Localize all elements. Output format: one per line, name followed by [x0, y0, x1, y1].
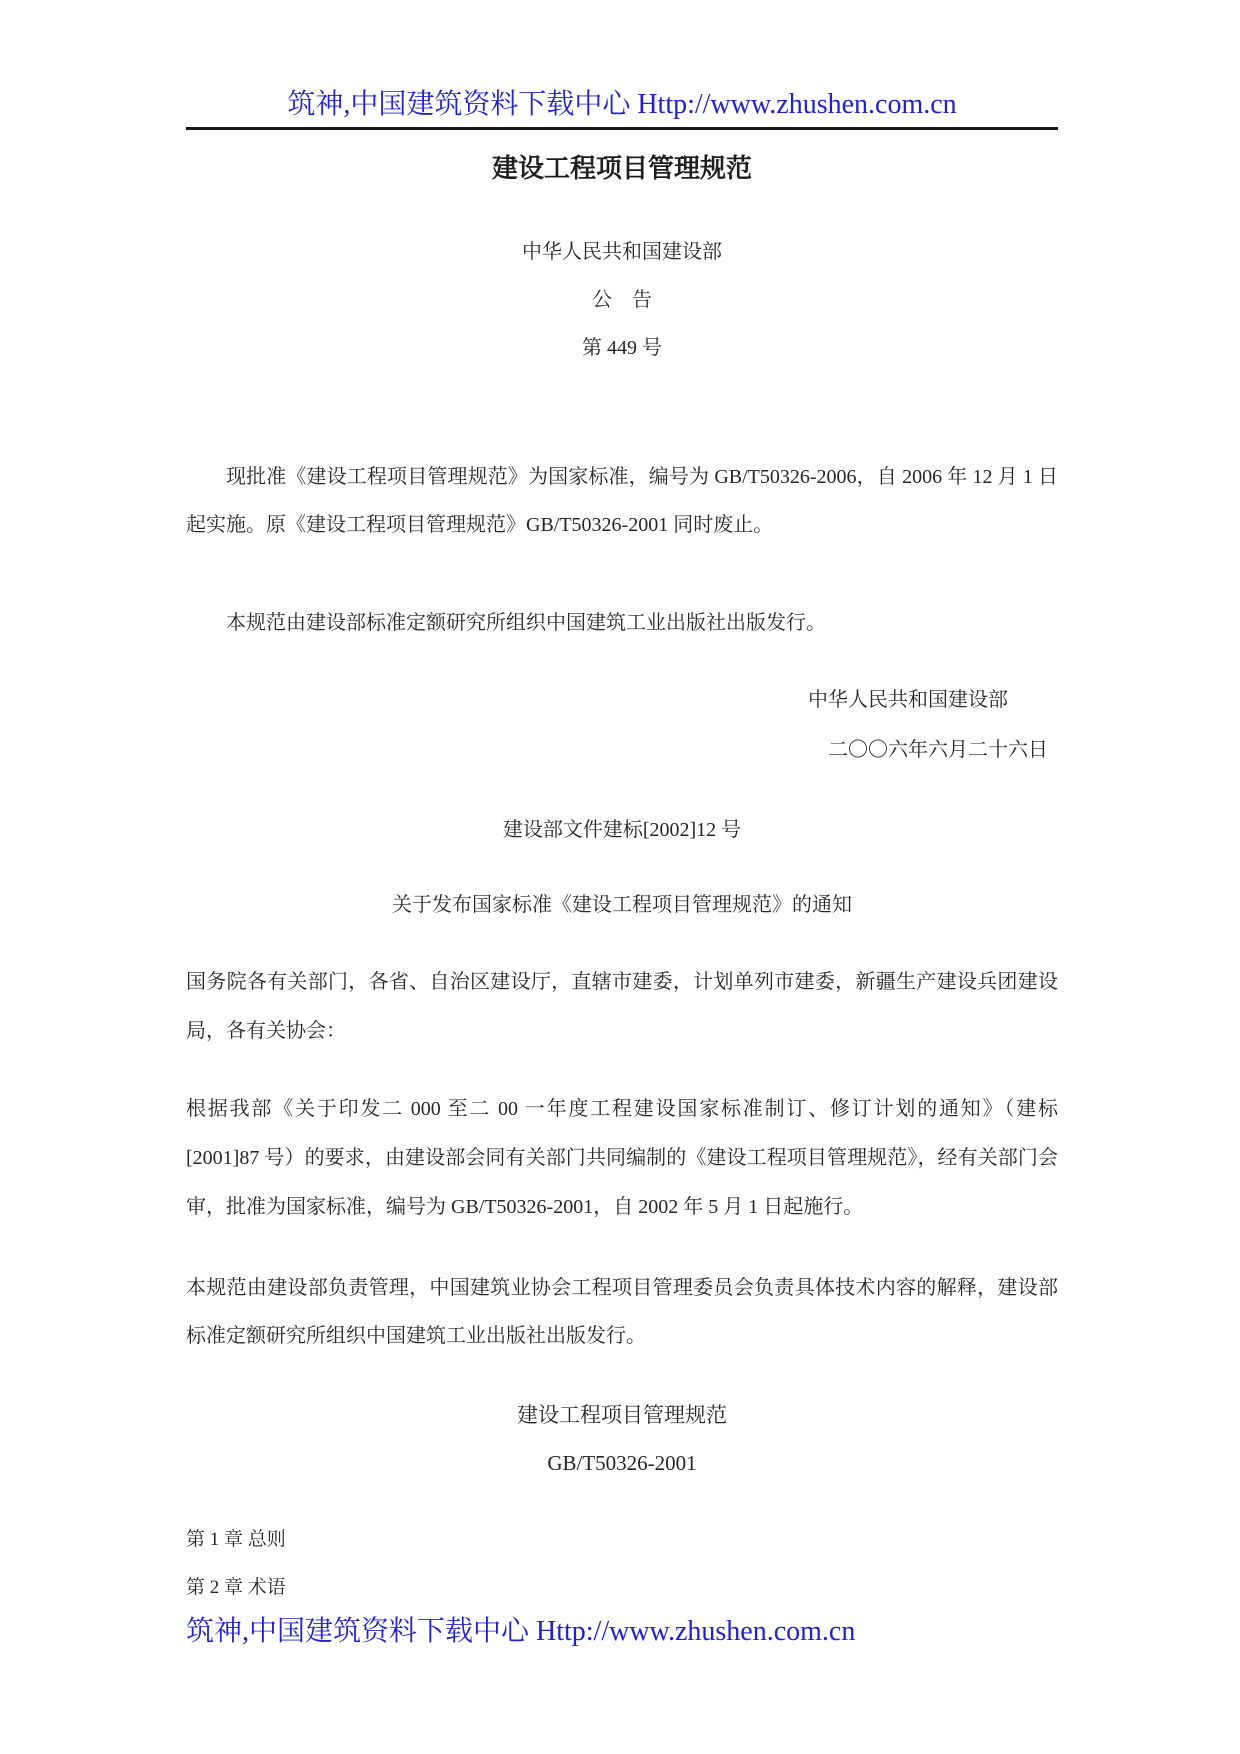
announcement-signature	[186, 675, 1058, 775]
notice-paragraph-basis: 根据我部《关于印发二 000 至二 00 一年度工程建设国家标准制订、修订计划的通知》（建标[2001]87 号）的要求，由建设部会同有关部门共同编制的《建设工程项目管理规范》，经有关部门会审，批准为国家标准，编号为 GB/T50326-2001，自 2002 年 5 月 1 日起施行。	[186, 1098, 1058, 1218]
signature-date: 二〇〇六年六月二十六日	[828, 739, 1048, 761]
document-title: 建设工程项目管理规范	[491, 153, 752, 183]
notice-paragraph-management: 本规范由建设部负责管理，中国建筑业协会工程项目管理委员会负责具体技术内容的解释，建设部标准定额研究所组织中国建筑工业出版社出版发行。	[186, 1277, 1058, 1347]
standard-code: GB/T50326-2001	[547, 1451, 697, 1475]
notice-document-reference: 建设部文件建标[2002]12 号	[502, 819, 742, 841]
notice-addressees: 国务院各有关部门，各省、自治区建设厅，直辖市建委，计划单列市建委，新疆生产建设兵团建设局，各有关协会：	[186, 971, 1058, 1042]
announcement-issuer: 中华人民共和国建设部	[522, 241, 722, 263]
standard-title: 建设工程项目管理规范	[517, 1403, 727, 1427]
toc-item-chapter-1: 第 1 章 总则	[186, 1529, 286, 1550]
table-of-contents	[186, 1516, 1058, 1612]
site-watermark-footer: 筑神,中国建筑资料下载中心 Http://www.zhushen.com.cn	[186, 1616, 856, 1647]
announcement-paragraph-approval: 现批准《建设工程项目管理规范》为国家标准，编号为 GB/T50326-2006，自 2006 年 12 月 1 日起实施。原《建设工程项目管理规范》GB/T50326-2001 同时废止。	[186, 466, 1058, 536]
announcement-notice-type: 公 告	[592, 289, 652, 311]
toc-item-chapter-2: 第 2 章 术语	[186, 1577, 286, 1598]
announcement-paragraph-publisher: 本规范由建设部标准定额研究所组织中国建筑工业出版社出版发行。	[226, 612, 826, 634]
notice-subject-line: 关于发布国家标准《建设工程项目管理规范》的通知	[392, 894, 852, 916]
header-divider-line	[186, 127, 1058, 130]
site-watermark-header: 筑神,中国建筑资料下载中心 Http://www.zhushen.com.cn	[287, 89, 957, 120]
announcement-heading	[186, 228, 1058, 372]
signature-issuer: 中华人民共和国建设部	[808, 689, 1008, 711]
standard-title-block	[186, 1391, 1058, 1487]
announcement-notice-number: 第 449 号	[582, 337, 662, 359]
